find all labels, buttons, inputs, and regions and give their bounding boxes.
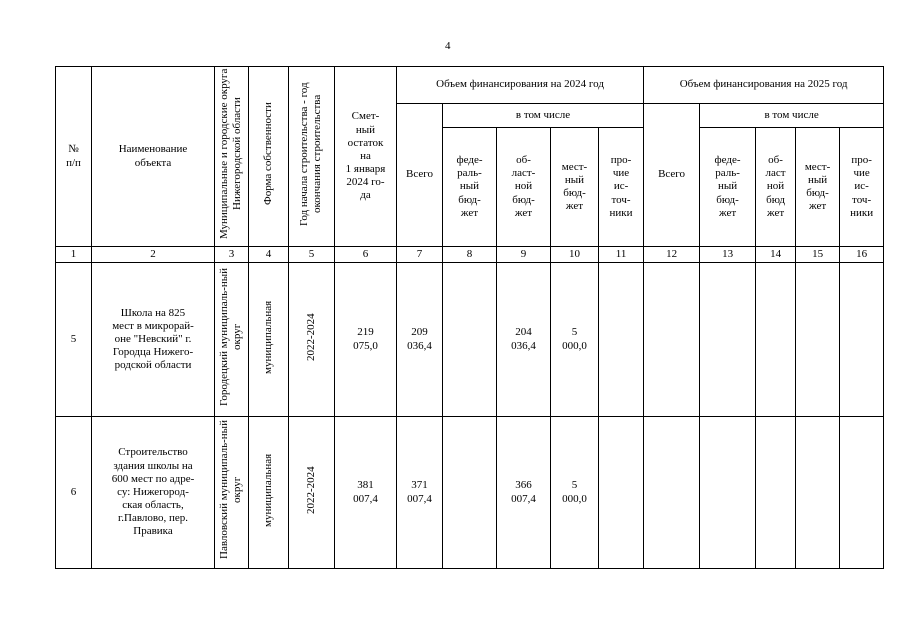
col-number: 4 xyxy=(249,247,289,263)
col-number: 10 xyxy=(551,247,599,263)
financing-table xyxy=(55,66,884,569)
total-2024: 209 036,4 xyxy=(397,263,443,417)
federal-2025 xyxy=(700,417,756,569)
header-total-2024: Всего xyxy=(397,104,443,247)
header-incl-2024: в том числе xyxy=(443,104,644,128)
ownership-text: муниципальная xyxy=(261,300,274,375)
row-num: 6 xyxy=(56,417,92,569)
col-number: 13 xyxy=(700,247,756,263)
header-local-2024: мест- ный бюд- жет xyxy=(551,128,599,247)
table-row xyxy=(56,417,884,569)
header-regional-2025: об- ласт ной бюд жет xyxy=(756,128,796,247)
years-text: 2022-2024 xyxy=(304,313,317,362)
total-2025 xyxy=(644,417,700,569)
col-number: 11 xyxy=(599,247,644,263)
header-years xyxy=(289,67,335,247)
header-federal-2024: федe- раль- ный бюд- жет xyxy=(443,128,497,247)
col-number: 9 xyxy=(497,247,551,263)
col-number: 3 xyxy=(215,247,249,263)
district-text: Городецкий муниципаль-ный округ xyxy=(218,268,244,407)
header-balance: Смет- ный остаток на 1 января 2024 го- да xyxy=(335,67,397,247)
regional-2025 xyxy=(756,263,796,417)
col-number: 7 xyxy=(397,247,443,263)
header-ownership xyxy=(249,67,289,247)
local-2025 xyxy=(796,417,840,569)
other-2025 xyxy=(840,263,884,417)
header-federal-2025: федe- раль- ный бюд- жет xyxy=(700,128,756,247)
table-row xyxy=(56,263,884,417)
ownership-cell xyxy=(249,263,289,417)
col-number: 2 xyxy=(92,247,215,263)
total-2024: 371 007,4 xyxy=(397,417,443,569)
balance: 219 075,0 xyxy=(335,263,397,417)
header-local-2025: мест- ный бюд- жет xyxy=(796,128,840,247)
header-total-2025: Всего xyxy=(644,104,700,247)
total-2025 xyxy=(644,263,700,417)
district-cell xyxy=(215,263,249,417)
federal-2024 xyxy=(443,263,497,417)
federal-2025 xyxy=(700,263,756,417)
other-2024 xyxy=(599,263,644,417)
col-number: 1 xyxy=(56,247,92,263)
object-name: Школа на 825 мест в микрорай- оне "Невский" г. Городца Нижего- родской области xyxy=(92,263,215,417)
header-name: Наименование объекта xyxy=(92,67,215,247)
header-district xyxy=(215,67,249,247)
header-fin-2024: Объем финансирования на 2024 год xyxy=(397,67,644,104)
regional-2025 xyxy=(756,417,796,569)
ownership-text: муниципальная xyxy=(261,453,274,528)
column-numbers-row xyxy=(56,247,884,263)
header-num: № п/п xyxy=(56,67,92,247)
years-cell xyxy=(289,417,335,569)
col-number: 14 xyxy=(756,247,796,263)
row-num: 5 xyxy=(56,263,92,417)
regional-2024: 366 007,4 xyxy=(497,417,551,569)
col-number: 16 xyxy=(840,247,884,263)
local-2024: 5 000,0 xyxy=(551,263,599,417)
local-2024: 5 000,0 xyxy=(551,417,599,569)
header-incl-2025: в том числе xyxy=(700,104,884,128)
header-fin-2025: Объем финансирования на 2025 год xyxy=(644,67,884,104)
local-2025 xyxy=(796,263,840,417)
header-other-2025: про- чие ис- точ- ники xyxy=(840,128,884,247)
header-ownership-text: Форма собственности xyxy=(261,102,274,206)
federal-2024 xyxy=(443,417,497,569)
object-name: Строительство здания школы на 600 мест по адре- су: Нижегород- ская область, г.Павлово, пер. Правика xyxy=(92,417,215,569)
years-cell xyxy=(289,263,335,417)
other-2024 xyxy=(599,417,644,569)
district-text: Павловский муниципаль-ный округ xyxy=(218,420,244,560)
balance: 381 007,4 xyxy=(335,417,397,569)
ownership-cell xyxy=(249,417,289,569)
years-text: 2022-2024 xyxy=(304,466,317,515)
other-2025 xyxy=(840,417,884,569)
col-number: 12 xyxy=(644,247,700,263)
regional-2024: 204 036,4 xyxy=(497,263,551,417)
district-cell xyxy=(215,417,249,569)
header-years-text: Год начала строительства - год окончания строительства xyxy=(298,82,324,227)
page-number: 4 xyxy=(445,40,451,52)
col-number: 15 xyxy=(796,247,840,263)
col-number: 5 xyxy=(289,247,335,263)
header-row-1 xyxy=(56,67,884,104)
col-number: 6 xyxy=(335,247,397,263)
header-district-text: Муниципальные и городские округа Нижегородской области xyxy=(218,69,244,240)
col-number: 8 xyxy=(443,247,497,263)
header-regional-2024: об- ласт- ной бюд- жет xyxy=(497,128,551,247)
header-other-2024: про- чие ис- точ- ники xyxy=(599,128,644,247)
